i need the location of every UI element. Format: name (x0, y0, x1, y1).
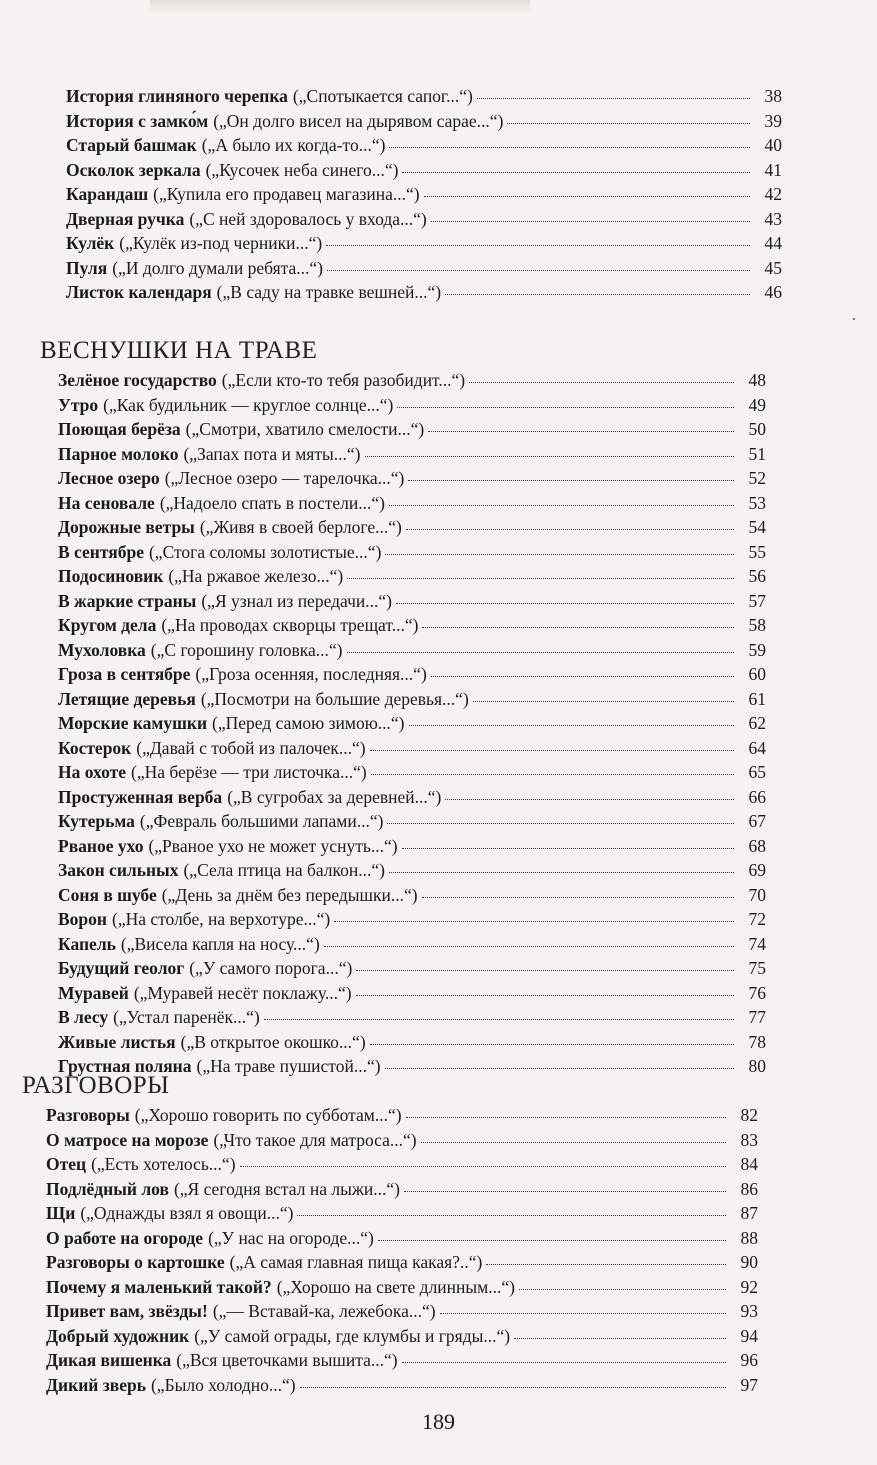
entry-page-number: 52 (748, 468, 766, 488)
entry-page-number: 72 (748, 909, 766, 929)
entry-first-line: („Как будильник — круглое солнце...“) (103, 394, 394, 415)
toc-entry (58, 711, 766, 736)
entry-page-number: 40 (764, 135, 782, 155)
entry-first-line: („А было их когда-то...“) (201, 135, 386, 155)
toc-entry (66, 231, 782, 256)
entry-first-line: („Купила его продавец магазина...“) (153, 184, 420, 204)
entry-title: Дикий зверь (46, 1374, 146, 1395)
dot-leader (334, 921, 734, 922)
entry-title: Листок календаря (66, 282, 212, 302)
entry-title: Почему я маленький такой? (46, 1276, 272, 1297)
entry-title: Летящие деревья (58, 688, 196, 709)
entry-first-line: („Смотри, хватило смелости...“) (185, 419, 425, 439)
toc-entry (58, 858, 766, 883)
entry-first-line: („Посмотри на большие деревья...“) (200, 688, 469, 709)
entry-first-line: („На проводах скворцы трещат...“) (161, 615, 419, 635)
toc-entry (58, 932, 766, 957)
toc-entry (58, 760, 766, 785)
toc-entry (66, 84, 782, 109)
entry-page-number: 62 (748, 713, 766, 733)
entry-page-number: 94 (740, 1325, 758, 1346)
dot-leader (387, 823, 734, 824)
entry-first-line: („Я сегодня встал на лыжи...“) (173, 1178, 401, 1199)
scan-speck (853, 318, 855, 320)
entry-title: Старый башмак (66, 135, 197, 155)
entry-first-line: („Висела капля на носу...“) (120, 933, 320, 954)
dot-leader (389, 505, 734, 506)
entry-page-number: 51 (748, 443, 766, 464)
entry-title: О работе на огороде (46, 1227, 204, 1248)
toc-entry (66, 256, 782, 281)
toc-entry (58, 417, 766, 442)
entry-first-line: („Рваное ухо не может уснуть...“) (148, 835, 398, 856)
entry-title: В лесу (58, 1007, 109, 1027)
toc-entry (66, 182, 782, 207)
toc-entry (46, 1299, 758, 1324)
toc-entry (46, 1373, 758, 1398)
entry-first-line: („Он долго висел на дырявом сарае...“) (213, 110, 504, 131)
entry-first-line: („В саду на травке вешней...“) (216, 282, 442, 302)
dot-leader (404, 1191, 726, 1192)
entry-first-line: („Гроза осенняя, последняя...“) (195, 664, 427, 684)
toc-entry (58, 393, 766, 418)
dot-leader (486, 1264, 726, 1265)
toc-entry (58, 809, 766, 834)
entry-title: Морские камушки (58, 713, 208, 733)
toc-entry (58, 466, 766, 491)
entry-first-line: („Есть хотелось...“) (91, 1154, 236, 1174)
dot-leader (389, 147, 750, 148)
toc-entry (58, 515, 766, 540)
dot-leader (370, 1044, 734, 1045)
toc-entry (58, 540, 766, 565)
entry-page-number: 70 (748, 884, 766, 905)
toc-entry (58, 907, 766, 932)
entry-page-number: 56 (748, 566, 766, 586)
entry-title: На охоте (58, 762, 127, 782)
toc-entry (58, 564, 766, 589)
dot-leader (365, 456, 735, 457)
entry-page-number: 44 (764, 233, 782, 253)
entry-first-line: („Запах пота и мяты...“) (183, 443, 361, 464)
toc-entry (58, 491, 766, 516)
entry-first-line: („Давай с тобой из палочек...“) (136, 737, 366, 758)
dot-leader (264, 1019, 734, 1020)
toc-entry (46, 1275, 758, 1300)
dot-leader (445, 799, 734, 800)
scan-shadow (150, 0, 530, 14)
entry-title: Привет вам, звёзды! (46, 1301, 208, 1321)
entry-page-number: 57 (748, 590, 766, 611)
entry-title: Капель (58, 933, 116, 954)
entry-page-number: 65 (748, 762, 766, 782)
entry-page-number: 38 (764, 86, 782, 106)
toc-section-2 (40, 336, 766, 1079)
dot-leader (408, 480, 734, 481)
dot-leader (327, 270, 750, 271)
entry-title: Муравей (58, 982, 129, 1003)
entry-page-number: 86 (740, 1178, 758, 1199)
dot-leader (519, 1289, 726, 1290)
entry-first-line: („Лесное озеро — тарелочка...“) (164, 468, 405, 488)
entry-page-number: 97 (740, 1374, 758, 1395)
entry-title: Дорожные ветры (58, 517, 195, 537)
entry-first-line: („У самого порога...“) (189, 958, 353, 978)
toc-entry (46, 1103, 758, 1128)
dot-leader (356, 995, 734, 996)
page-number: 189 (422, 1409, 455, 1434)
entry-title: Осколок зеркала (66, 159, 201, 180)
entry-page-number: 83 (740, 1129, 758, 1150)
dot-leader (347, 578, 734, 579)
entry-title: Ворон (58, 909, 107, 929)
toc-entry (58, 736, 766, 761)
entry-title: Утро (58, 394, 99, 415)
entry-title: Кругом дела (58, 615, 157, 635)
entry-title: Лесное озеро (58, 468, 160, 488)
dot-leader (385, 1068, 734, 1069)
entry-page-number: 60 (748, 664, 766, 684)
entry-title: Разговоры (46, 1105, 130, 1125)
entry-first-line: („И долго думали ребята...“) (112, 257, 324, 278)
toc-entry (58, 442, 766, 467)
dot-leader (324, 946, 734, 947)
dot-leader (421, 1142, 726, 1143)
dot-leader (356, 970, 734, 971)
entry-page-number: 87 (740, 1203, 758, 1223)
dot-leader (370, 750, 734, 751)
entry-page-number: 61 (748, 688, 766, 709)
entry-title: На сеновале (58, 492, 155, 513)
entry-title: Добрый художник (46, 1325, 190, 1346)
toc-entry (66, 280, 782, 305)
toc-entry (66, 109, 782, 134)
entry-page-number: 39 (764, 110, 782, 131)
dot-leader (428, 431, 734, 432)
entry-title: Закон сильных (58, 860, 179, 880)
dot-leader (378, 1240, 726, 1241)
entry-title: Дикая вишенка (46, 1350, 172, 1370)
entry-page-number: 90 (740, 1252, 758, 1272)
toc-section-1 (66, 84, 782, 305)
dot-leader (473, 701, 734, 702)
entry-title: Грустная поляна (58, 1056, 192, 1076)
entry-first-line: („Кусочек неба синего...“) (205, 159, 399, 180)
entry-page-number: 50 (748, 419, 766, 439)
dot-leader (507, 123, 750, 124)
dot-leader (300, 1387, 726, 1388)
entry-first-line: („На траве пушистой...“) (196, 1056, 381, 1076)
entry-first-line: („— Вставай-ка, лежебока...“) (212, 1301, 436, 1321)
entry-first-line: („Живя в своей берлоге...“) (199, 517, 402, 537)
entry-title: Пуля (66, 257, 108, 278)
entry-page-number: 74 (748, 933, 766, 954)
entry-first-line: („Было холодно...“) (150, 1374, 296, 1395)
entry-first-line: („Хорошо говорить по субботам...“) (134, 1105, 402, 1125)
entry-page-number: 96 (740, 1350, 758, 1370)
toc-entry (58, 687, 766, 712)
entry-first-line: („Что такое для матроса...“) (213, 1129, 417, 1150)
entry-first-line: („Однажды взял я овощи...“) (80, 1203, 294, 1223)
entry-first-line: („Муравей несёт поклажу...“) (133, 982, 352, 1003)
entry-first-line: („Села птица на балкон...“) (183, 860, 385, 880)
toc-section-3 (22, 1071, 758, 1397)
entry-first-line: („В сугробах за деревней...“) (227, 786, 442, 807)
dot-leader (402, 848, 734, 849)
entry-title: Дверная ручка (66, 208, 185, 229)
entry-title: Отец (46, 1154, 87, 1174)
entry-title: История с замко́м (66, 110, 209, 131)
dot-leader (514, 1338, 726, 1339)
section-heading: РАЗГОВОРЫ (22, 1072, 170, 1099)
dot-leader (371, 774, 734, 775)
entry-first-line: („На ржавое железо...“) (168, 566, 344, 586)
toc-entry (46, 1177, 758, 1202)
toc-entry (58, 883, 766, 908)
toc-entry (46, 1201, 758, 1226)
toc-entry (58, 834, 766, 859)
entry-first-line: („Перед самою зимою...“) (212, 713, 405, 733)
entry-first-line: („На берёзе — три листочка...“) (131, 762, 367, 782)
entry-title: Щи (46, 1203, 76, 1223)
entry-page-number: 82 (740, 1105, 758, 1125)
entry-first-line: („Спотыкается сапог...“) (292, 86, 473, 106)
dot-leader (424, 196, 750, 197)
entry-first-line: („Я узнал из передачи...“) (201, 590, 392, 611)
entry-title: Будущий геолог (58, 958, 185, 978)
dot-leader (389, 872, 734, 873)
entry-page-number: 48 (748, 370, 766, 390)
entry-page-number: 75 (748, 958, 766, 978)
entry-first-line: („Февраль большими лапами...“) (139, 811, 384, 831)
dot-leader (422, 627, 734, 628)
dot-leader (406, 529, 734, 530)
entry-page-number: 58 (748, 615, 766, 635)
entry-page-number: 88 (740, 1227, 758, 1248)
entry-title: История глиняного черепка (66, 86, 288, 106)
toc-entry (58, 662, 766, 687)
entry-page-number: 66 (748, 786, 766, 807)
entry-page-number: 55 (748, 541, 766, 562)
dot-leader (445, 294, 750, 295)
dot-leader (385, 554, 734, 555)
dot-leader (431, 221, 750, 222)
entry-first-line: („С ней здоровалось у входа...“) (189, 208, 427, 229)
entry-title: Зелёное государство (58, 370, 217, 390)
entry-page-number: 64 (748, 737, 766, 758)
entry-page-number: 45 (764, 257, 782, 278)
entry-page-number: 49 (748, 394, 766, 415)
entry-first-line: („Вся цветочками вышита...“) (176, 1350, 398, 1370)
entry-title: В сентябре (58, 541, 144, 562)
entry-title: Подлёдный лов (46, 1178, 169, 1199)
entry-page-number: 76 (748, 982, 766, 1003)
entry-first-line: („С горошину головка...“) (150, 639, 343, 660)
entry-title: Простуженная верба (58, 786, 223, 807)
entry-first-line: („У нас на огороде...“) (208, 1227, 374, 1248)
entry-first-line: („Хорошо на свете длинным...“) (276, 1276, 515, 1297)
entry-title: Кулёк (66, 233, 115, 253)
entry-title: Мухоловка (58, 639, 146, 660)
toc-entry (58, 981, 766, 1006)
dot-leader (402, 172, 750, 173)
toc-entry (46, 1324, 758, 1349)
entry-page-number: 84 (740, 1154, 758, 1174)
entry-title: Кутерьма (58, 811, 135, 831)
entry-title: Рваное ухо (58, 835, 144, 856)
dot-leader (402, 1362, 726, 1363)
toc-entry (46, 1348, 758, 1373)
entry-page-number: 80 (748, 1056, 766, 1076)
entry-title: Разговоры о картошке (46, 1252, 225, 1272)
entry-page-number: 93 (740, 1301, 758, 1321)
entry-page-number: 59 (748, 639, 766, 660)
toc-entry (58, 785, 766, 810)
dot-leader (397, 407, 734, 408)
entry-first-line: („У самой ограды, где клумбы и гряды...“) (194, 1325, 511, 1346)
dot-leader (469, 382, 734, 383)
dot-leader (396, 603, 734, 604)
entry-first-line: („В открытое окошко...“) (180, 1031, 366, 1052)
entry-page-number: 54 (748, 517, 766, 537)
toc-entry (58, 1005, 766, 1030)
toc-entry (46, 1226, 758, 1251)
entry-page-number: 41 (764, 159, 782, 180)
toc-entry (66, 207, 782, 232)
dot-leader (431, 676, 734, 677)
entry-first-line: („Надоело спать в постели...“) (159, 492, 385, 513)
entry-title: Костерок (58, 737, 132, 758)
entry-first-line: („Стога соломы золотистые...“) (148, 541, 382, 562)
entry-page-number: 92 (740, 1276, 758, 1297)
entry-title: Соня в шубе (58, 884, 157, 905)
dot-leader (440, 1313, 726, 1314)
toc-entry (46, 1152, 758, 1177)
entry-first-line: („На столбе, на верхотуре...“) (112, 909, 331, 929)
entry-first-line: („День за днём без передышки...“) (161, 884, 418, 905)
dot-leader (477, 98, 750, 99)
entry-first-line: („А самая главная пища какая?..“) (229, 1252, 483, 1272)
dot-leader (409, 725, 734, 726)
dot-leader (406, 1117, 726, 1118)
dot-leader (422, 897, 734, 898)
entry-page-number: 53 (748, 492, 766, 513)
entry-page-number: 46 (764, 282, 782, 302)
toc-entry (58, 589, 766, 614)
toc-entry (58, 638, 766, 663)
section-heading: ВЕСНУШКИ НА ТРАВЕ (40, 337, 318, 364)
entry-first-line: („Устал паренёк...“) (113, 1007, 260, 1027)
dot-leader (347, 652, 735, 653)
toc-entry (66, 158, 782, 183)
entry-page-number: 69 (748, 860, 766, 880)
dot-leader (326, 245, 750, 246)
entry-title: В жаркие страны (58, 590, 197, 611)
entry-page-number: 77 (748, 1007, 766, 1027)
entry-page-number: 42 (764, 184, 782, 204)
entry-page-number: 67 (748, 811, 766, 831)
entry-page-number: 68 (748, 835, 766, 856)
entry-title: Поющая берёза (58, 419, 181, 439)
entry-page-number: 78 (748, 1031, 766, 1052)
entry-first-line: („Кулёк из-под черники...“) (119, 233, 323, 253)
toc-entry (58, 613, 766, 638)
entry-first-line: („Если кто-то тебя разобидит...“) (221, 370, 466, 390)
toc-entry (66, 133, 782, 158)
dot-leader (240, 1166, 726, 1167)
toc-entry (58, 368, 766, 393)
entry-title: Парное молоко (58, 443, 179, 464)
toc-entry (58, 956, 766, 981)
entry-title: О матросе на морозе (46, 1129, 209, 1150)
dot-leader (297, 1215, 726, 1216)
entry-title: Подосиновик (58, 566, 164, 586)
entry-page-number: 43 (764, 208, 782, 229)
toc-entry (58, 1030, 766, 1055)
toc-entry (46, 1128, 758, 1153)
entry-title: Гроза в сентябре (58, 664, 191, 684)
entry-title: Карандаш (66, 184, 149, 204)
entry-title: Живые листья (58, 1031, 176, 1052)
toc-entry (46, 1250, 758, 1275)
